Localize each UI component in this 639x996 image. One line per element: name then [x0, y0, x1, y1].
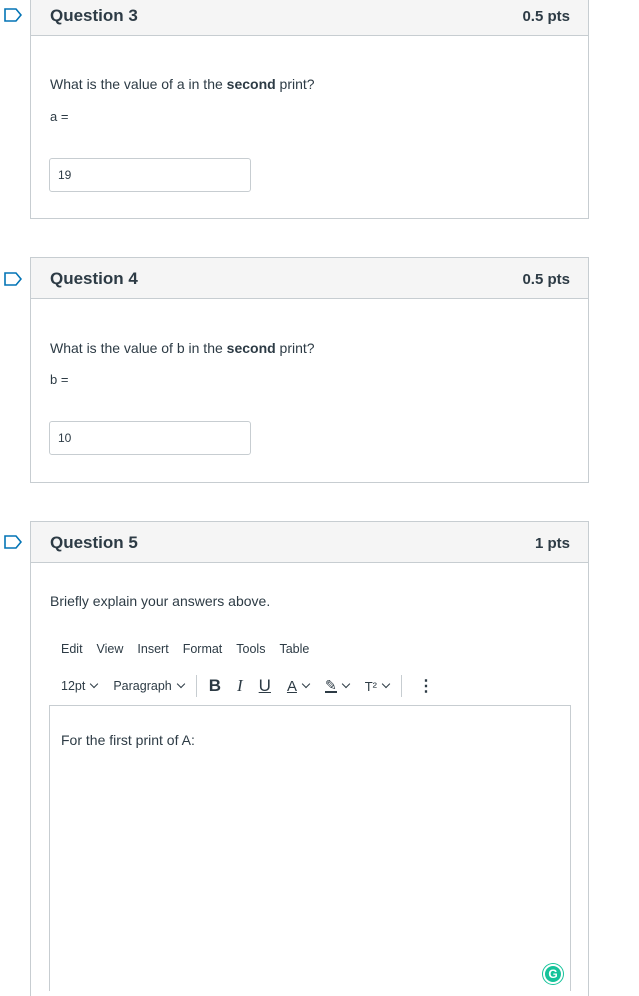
question-text: What is the value of a in the second print? [50, 76, 315, 92]
flag-question-icon[interactable] [4, 8, 22, 22]
text-color-dropdown[interactable] [287, 678, 309, 695]
question-text: What is the value of b in the second print? [50, 340, 315, 356]
block-format-dropdown[interactable]: Paragraph [113, 679, 183, 693]
question-title: Question 3 [50, 6, 138, 25]
menu-table[interactable]: Table [279, 642, 310, 656]
text-color-icon: A [286, 677, 297, 695]
flag-question-icon[interactable] [4, 535, 22, 549]
more-options-icon[interactable]: ⋮ [417, 678, 434, 695]
menu-tools[interactable]: Tools [236, 642, 266, 656]
superscript-dropdown[interactable] [365, 679, 389, 694]
highlight-color-dropdown[interactable] [325, 679, 349, 693]
question-points: 1 pts [534, 535, 570, 552]
editor-menubar [61, 642, 309, 656]
menu-edit[interactable]: Edit [61, 642, 83, 656]
question-header [31, 258, 588, 299]
answer-input[interactable] [49, 158, 251, 192]
toolbar-divider [196, 675, 197, 697]
grammarly-icon[interactable]: G [543, 964, 563, 984]
chevron-down-icon [90, 680, 98, 688]
question-5 [30, 521, 589, 996]
question-header [31, 522, 588, 563]
menu-format[interactable]: Format [182, 642, 223, 656]
question-points: 0.5 pts [522, 271, 570, 288]
answer-input[interactable] [49, 421, 251, 455]
question-3 [30, 0, 589, 219]
question-title: Question 5 [50, 533, 138, 552]
chevron-down-icon [341, 680, 349, 688]
chevron-down-icon [302, 680, 310, 688]
question-prompt: Briefly explain your answers above. [50, 593, 271, 609]
menu-insert[interactable]: Insert [137, 642, 169, 656]
italic-icon[interactable]: I [237, 676, 243, 695]
rich-text-editor[interactable] [49, 705, 571, 991]
bold-icon[interactable]: B [208, 676, 221, 695]
flag-question-icon[interactable] [4, 272, 22, 286]
editor-toolbar [61, 674, 450, 698]
chevron-down-icon [176, 680, 184, 688]
variable-label: b = [50, 372, 69, 387]
question-points: 0.5 pts [522, 8, 570, 25]
chevron-down-icon [382, 680, 390, 688]
superscript-icon: T² [364, 678, 377, 694]
font-size-dropdown[interactable]: 12pt [61, 679, 97, 693]
toolbar-divider [401, 675, 402, 697]
editor-content[interactable]: For the first print of A: [61, 732, 195, 748]
menu-view[interactable]: View [96, 642, 124, 656]
question-title: Question 4 [50, 269, 138, 288]
question-4 [30, 257, 589, 483]
underline-icon[interactable]: U [258, 676, 271, 695]
highlighter-icon: ✎ [324, 677, 337, 693]
question-header [31, 0, 588, 36]
variable-label: a = [50, 109, 69, 124]
